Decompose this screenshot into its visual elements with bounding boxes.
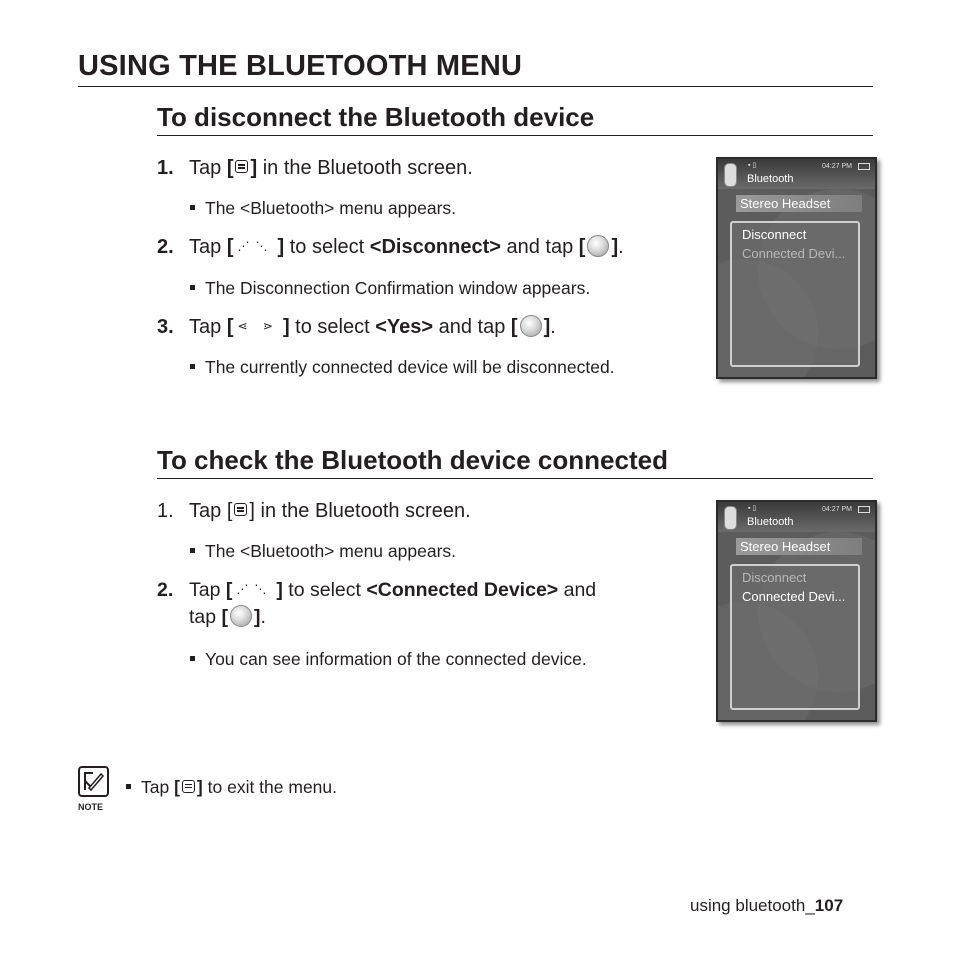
step-1-note: The <Bluetooth> menu appears. — [190, 198, 456, 219]
note-text: Tap [ ] to exit the menu. — [126, 777, 337, 798]
battery-icon — [858, 163, 870, 170]
bluetooth-icon — [724, 506, 737, 530]
step-3-note: The currently connected device will be disconnected. — [190, 357, 615, 378]
select-button-icon — [230, 605, 252, 627]
step-2-cont: tap [ ]. — [189, 606, 266, 628]
menu-icon — [235, 160, 248, 173]
up-down-arrows-icon: ⋰⋱ — [237, 238, 274, 253]
bluetooth-icon — [724, 163, 737, 187]
options-popup — [730, 564, 860, 710]
step-1: 1. Tap [ ] in the Bluetooth screen. — [157, 157, 473, 179]
option-disconnect[interactable]: Disconnect — [742, 570, 807, 585]
select-button-icon — [587, 235, 609, 257]
option-disconnect[interactable]: Disconnect — [742, 227, 807, 242]
menu-icon — [234, 503, 247, 516]
device-screen-connected: ▪ ▯ 04:27 PM Bluetooth Stereo Headset Disconnect Connected Devi... — [716, 500, 877, 722]
page-footer: using bluetooth_107 — [690, 896, 844, 915]
step-2: 2. Tap [ ⋰⋱ ] to select <Connected Device> and — [157, 579, 597, 601]
step-1: 1. Tap [ ] in the Bluetooth screen. — [157, 500, 471, 522]
section-rule — [157, 135, 873, 136]
step-2: 2. Tap [ ⋰⋱ ] to select <Disconnect> and tap [ ]. — [157, 236, 624, 258]
page-title: USING THE BLUETOOTH MENU — [78, 50, 523, 82]
menu-icon — [182, 780, 195, 793]
left-right-arrows-icon: ⋖ ⋗ — [237, 318, 279, 333]
note-icon — [78, 766, 109, 797]
option-connected-device[interactable]: Connected Devi... — [742, 246, 846, 261]
option-connected-device[interactable]: Connected Devi... — [742, 589, 846, 604]
section-title-check: To check the Bluetooth device connected — [157, 445, 668, 475]
up-down-arrows-icon: ⋰⋱ — [236, 581, 273, 596]
section-rule — [157, 478, 873, 479]
options-popup — [730, 221, 860, 367]
step-2-note: The Disconnection Confirmation window appears. — [190, 278, 590, 299]
step-3: 3. Tap [ ⋖ ⋗ ] to select <Yes> and tap [ ]. — [157, 316, 556, 338]
step-2-note: You can see information of the connected device. — [190, 649, 587, 670]
device-screen-disconnect: ▪ ▯ 04:27 PM Bluetooth Stereo Headset Disconnect Connected Devi... — [716, 157, 877, 379]
battery-icon — [858, 506, 870, 513]
step-1-note: The <Bluetooth> menu appears. — [190, 541, 456, 562]
page-number: 107 — [814, 896, 844, 915]
note-label: NOTE — [78, 802, 104, 812]
menu-item-stereo-headset[interactable]: Stereo Headset — [736, 195, 862, 212]
menu-item-stereo-headset[interactable]: Stereo Headset — [736, 538, 862, 555]
title-rule — [78, 86, 873, 87]
select-button-icon — [520, 315, 542, 337]
section-title-disconnect: To disconnect the Bluetooth device — [157, 102, 595, 132]
